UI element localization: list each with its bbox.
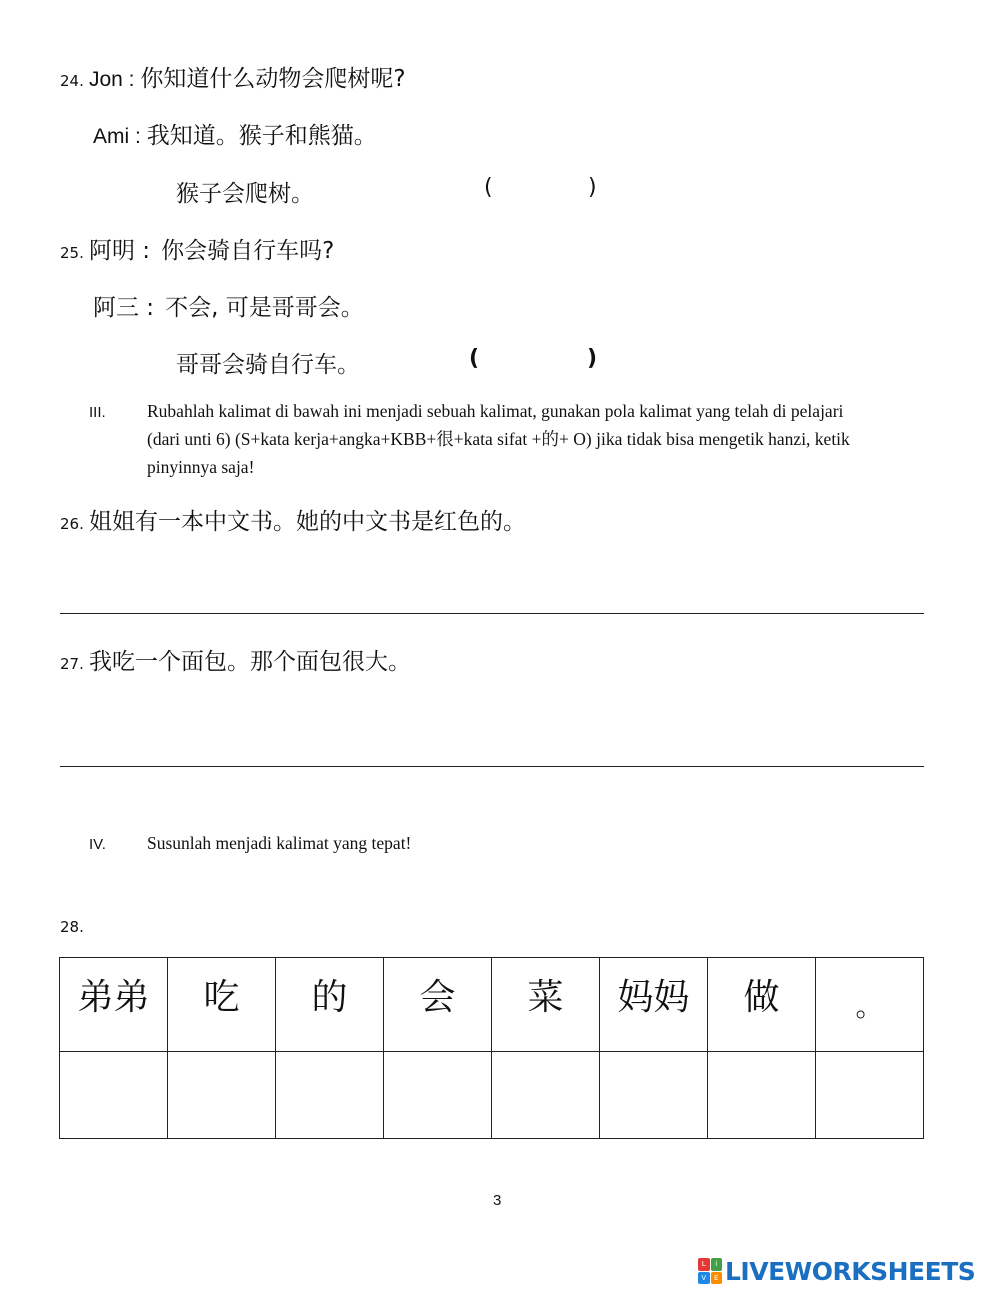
- question-number: 24.: [60, 72, 84, 90]
- q27-prompt: [60, 643, 411, 676]
- word-tiles-row: [60, 958, 924, 1052]
- speaker-name: 阿三 :: [93, 295, 155, 321]
- word-tile: 做: [708, 958, 816, 1052]
- q24-paren-open: (: [484, 175, 493, 200]
- q25-answer-box[interactable]: [484, 347, 582, 375]
- logo-icon: L i V E: [698, 1258, 722, 1284]
- section-4-numeral: IV.: [89, 836, 106, 853]
- liveworksheets-logo: [698, 1256, 975, 1286]
- q24-paren-close: ): [588, 175, 597, 200]
- answer-cell[interactable]: [816, 1052, 924, 1139]
- answer-cell[interactable]: [492, 1052, 600, 1139]
- q25-paren-close: ): [587, 346, 598, 371]
- word-tile: 。: [816, 958, 924, 1052]
- question-number: 27.: [60, 655, 84, 673]
- question-number: 25.: [60, 244, 84, 262]
- q24-dialogue-line-1: 24. Jon : 你知道什么动物会爬树呢?: [60, 66, 406, 92]
- answer-cell[interactable]: [600, 1052, 708, 1139]
- answer-cell[interactable]: [60, 1052, 168, 1139]
- answer-cell[interactable]: [384, 1052, 492, 1139]
- dialogue-text: 你会骑自行车吗?: [161, 238, 335, 264]
- q25-dialogue-line-1: [60, 232, 334, 265]
- speaker-name: Ami: [93, 125, 130, 148]
- word-tile: 菜: [492, 958, 600, 1052]
- answer-cell[interactable]: [708, 1052, 816, 1139]
- q28-number: 28.: [60, 918, 84, 936]
- word-tile: 妈妈: [600, 958, 708, 1052]
- q27-answer-line[interactable]: [60, 766, 924, 767]
- section-3-numeral: III.: [89, 404, 106, 421]
- q24-dialogue-line-2: Ami : 我知道。猴子和熊猫。: [93, 123, 377, 149]
- section-4-instruction: Susunlah menjadi kalimat yang tepat!: [147, 833, 412, 853]
- q26-prompt: [60, 503, 526, 536]
- q24-answer-box[interactable]: [500, 176, 582, 204]
- q26-answer-line[interactable]: [60, 613, 924, 614]
- prompt-text: 姐姐有一本中文书。她的中文书是红色的。: [88, 509, 526, 535]
- q25-dialogue-line-2: [93, 289, 364, 322]
- answer-cell[interactable]: [168, 1052, 276, 1139]
- word-tile: 吃: [168, 958, 276, 1052]
- dialogue-text: 不会, 可是哥哥会。: [165, 295, 364, 321]
- prompt-text: 我吃一个面包。那个面包很大。: [88, 649, 411, 675]
- word-tile: 会: [384, 958, 492, 1052]
- answer-row: [60, 1052, 924, 1139]
- q28-arrange-grid: [59, 957, 924, 1139]
- q24-statement: 猴子会爬树。: [176, 181, 314, 207]
- word-tile: 弟弟: [60, 958, 168, 1052]
- dialogue-text: 你知道什么动物会爬树呢?: [140, 66, 406, 92]
- word-tile: 的: [276, 958, 384, 1052]
- answer-cell[interactable]: [276, 1052, 384, 1139]
- dialogue-text: 我知道。猴子和熊猫。: [146, 123, 377, 149]
- question-number: 26.: [60, 515, 84, 533]
- page-number: 3: [493, 1192, 502, 1209]
- speaker-name: Jon: [88, 68, 123, 91]
- section-3-instruction: Rubahlah kalimat di bawah ini menjadi sebuah kalimat, gunakan pola kalimat yang telah di pelajari (dari unti 6) (S+kata kerja+angka+KBB+很+kata sifat +的+ O) jika tidak bisa mengetik hanzi, ketik pinyinnya saja!: [147, 401, 850, 477]
- logo-text: LIVEWORKSHEETS: [725, 1256, 976, 1286]
- q25-paren-open: (: [469, 346, 480, 371]
- q25-statement: 哥哥会骑自行车。: [176, 352, 360, 378]
- speaker-name: 阿明 :: [88, 238, 151, 264]
